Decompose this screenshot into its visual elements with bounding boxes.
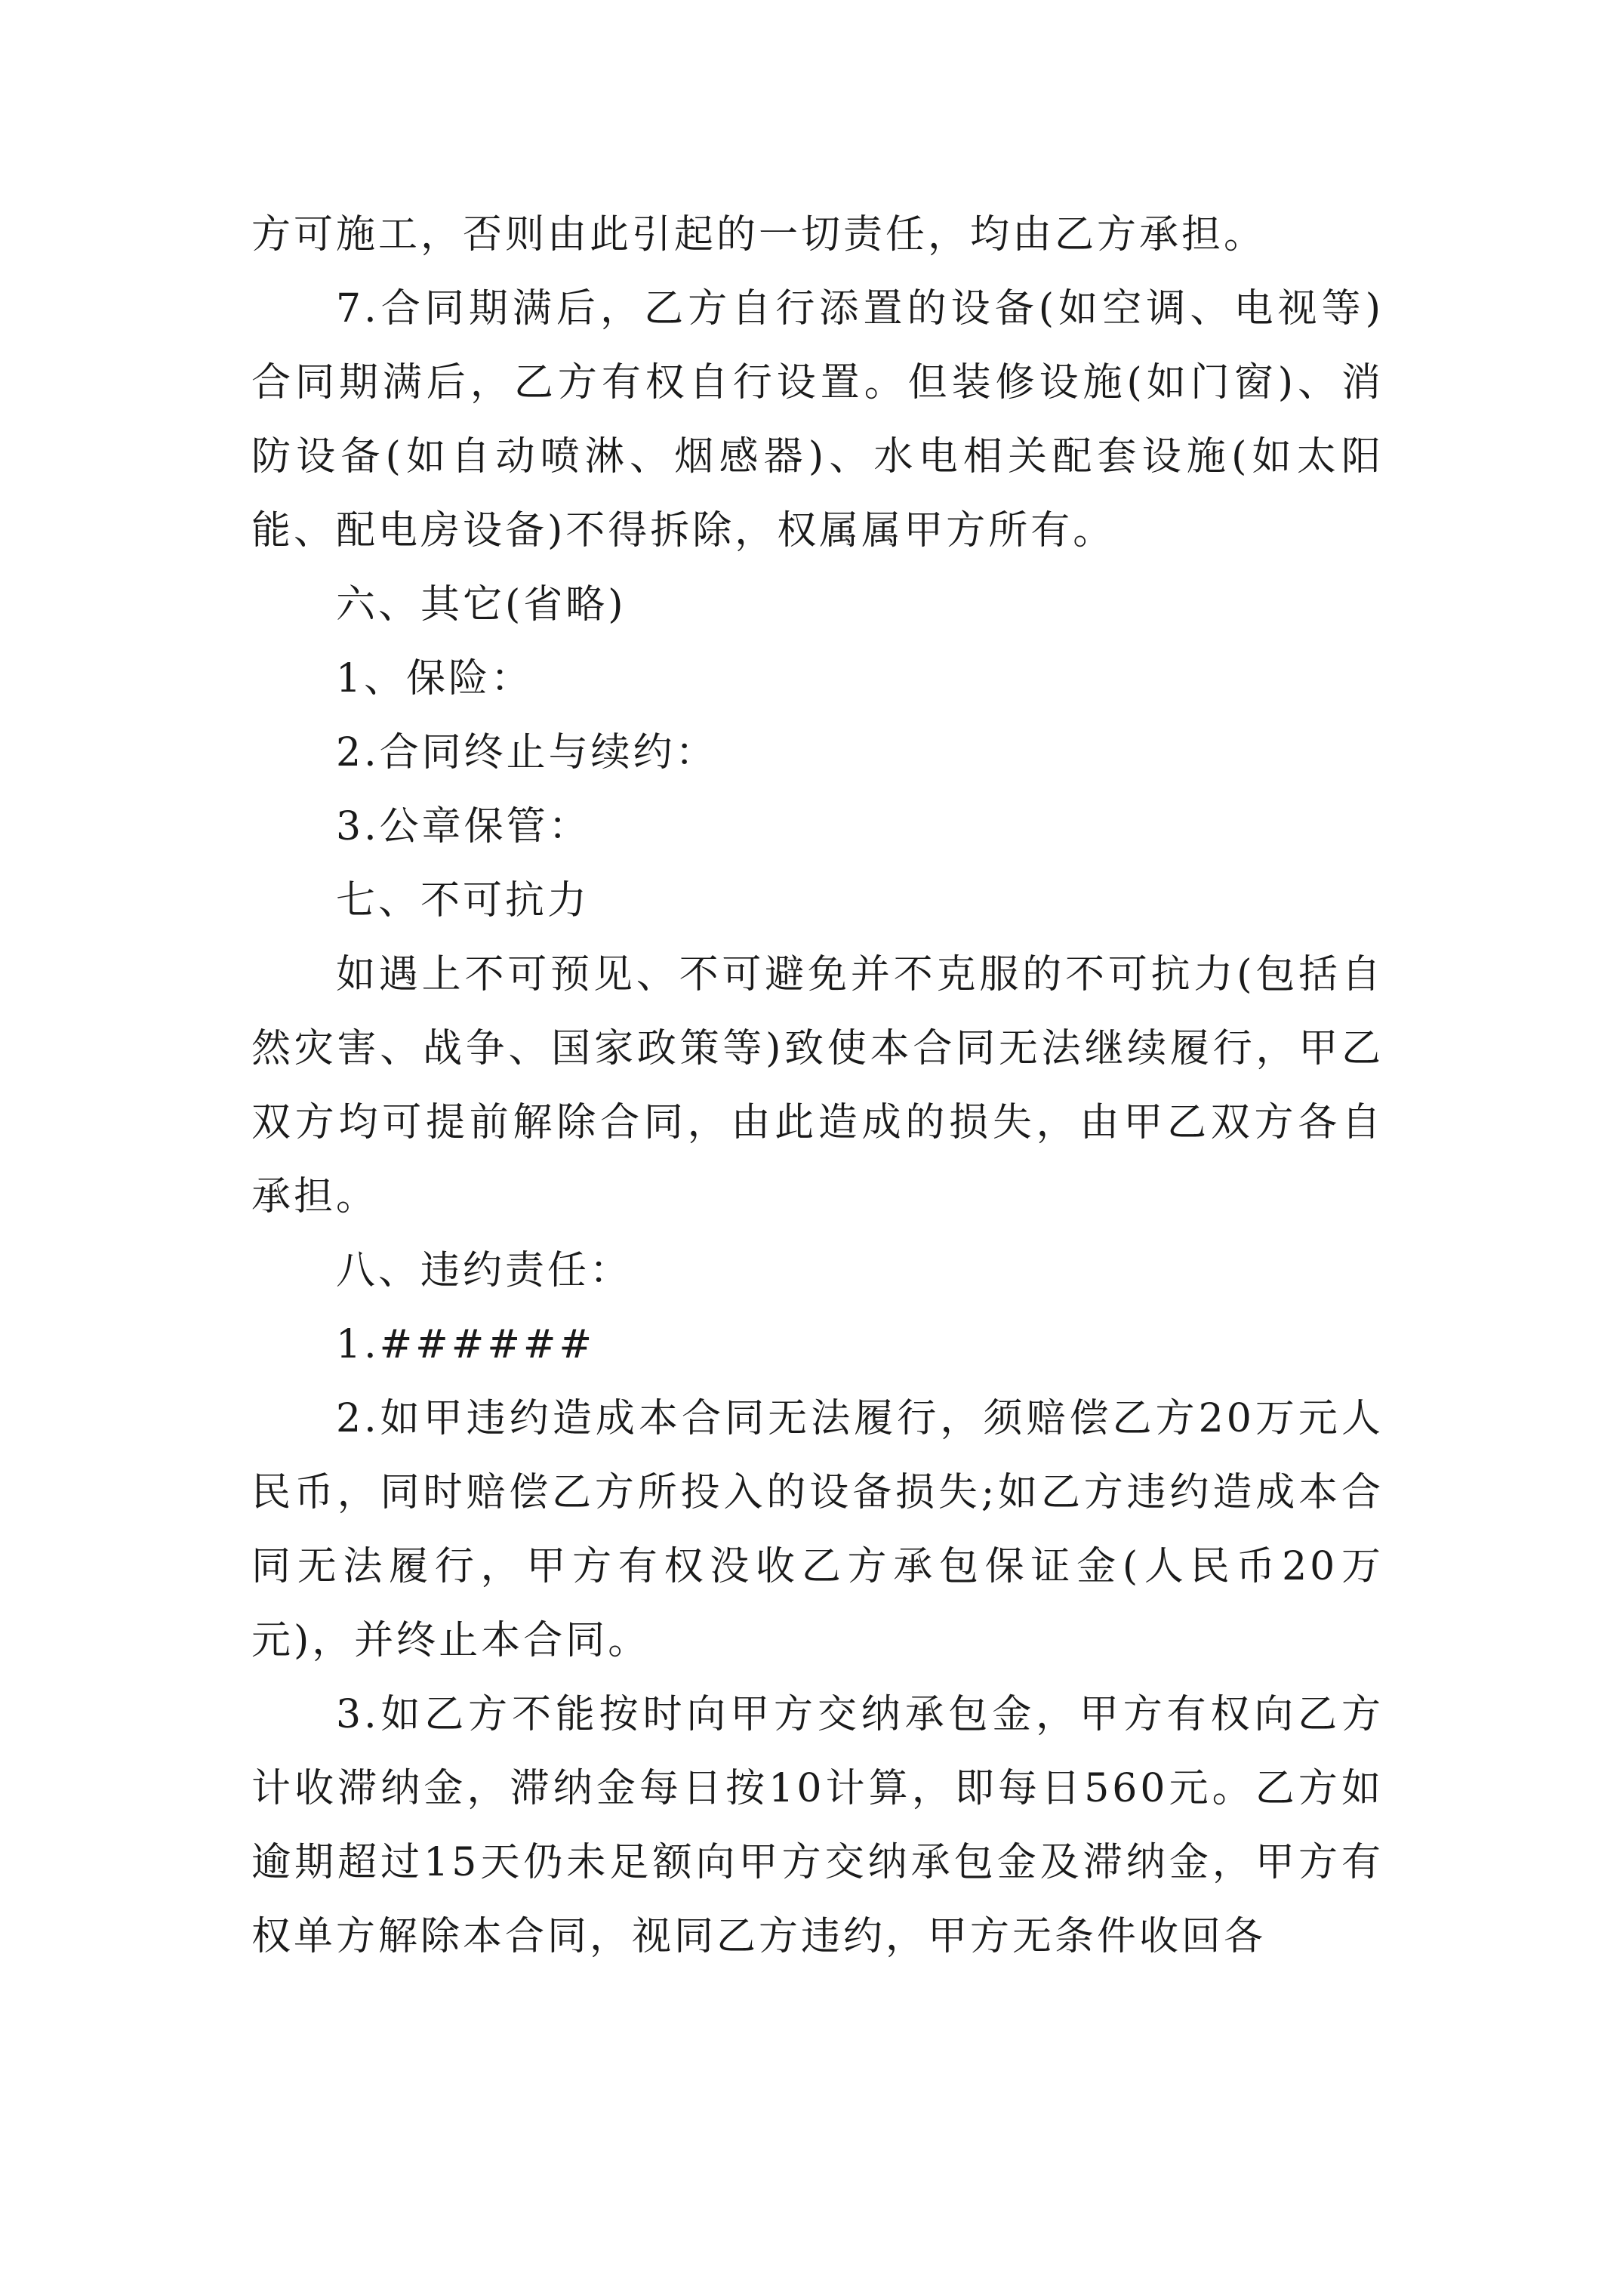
paragraph-force-majeure: 如遇上不可预见、不可避免并不克服的不可抗力(包括自然灾害、战争、国家政策等)致使本合同无法继续履行，甲乙双方均可提前解除合同，由此造成的损失，由甲乙双方各自承担。: [251, 952, 1384, 1219]
section-heading-force-majeure: 七、不可抗力: [336, 878, 590, 923]
item-termination-renewal: 2.合同终止与续约：: [336, 730, 718, 775]
item-liability-3: 3.如乙方不能按时向甲方交纳承包金，甲方有权向乙方计收滞纳金，滞纳金每日按10计算，即每日560元。乙方如逾期超过15天仍未足额向甲方交纳承包金及滞纳金，甲方有权单方解除本合同，视同乙方违约，甲方无条件收回各: [251, 1692, 1384, 1959]
item-insurance: 1、保险：: [336, 656, 534, 701]
section-heading-liability: 八、违约责任：: [336, 1248, 633, 1293]
item-seal-custody: 3.公章保管：: [336, 804, 591, 849]
paragraph-continuation: 方可施工，否则由此引起的一切责任，均由乙方承担。: [251, 212, 1267, 257]
item-liability-2: 2.如甲违约造成本合同无法履行，须赔偿乙方20万元人民币，同时赔偿乙方所投入的设备损失;如乙方违约造成本合同无法履行，甲方有权没收乙方承包保证金(人民币20万元)，并终止本合同。: [251, 1396, 1384, 1663]
item-liability-1: 1.######: [336, 1322, 596, 1367]
document-body: [251, 198, 1384, 1974]
paragraph-clause-7: 7.合同期满后，乙方自行添置的设备(如空调、电视等)合同期满后，乙方有权自行设置。但装修设施(如门窗)、消防设备(如自动喷淋、烟感器)、水电相关配套设施(如太阳能、配电房设备)不得拆除，权属属甲方所有。: [251, 286, 1384, 553]
section-heading-other: 六、其它(省略): [336, 582, 627, 627]
